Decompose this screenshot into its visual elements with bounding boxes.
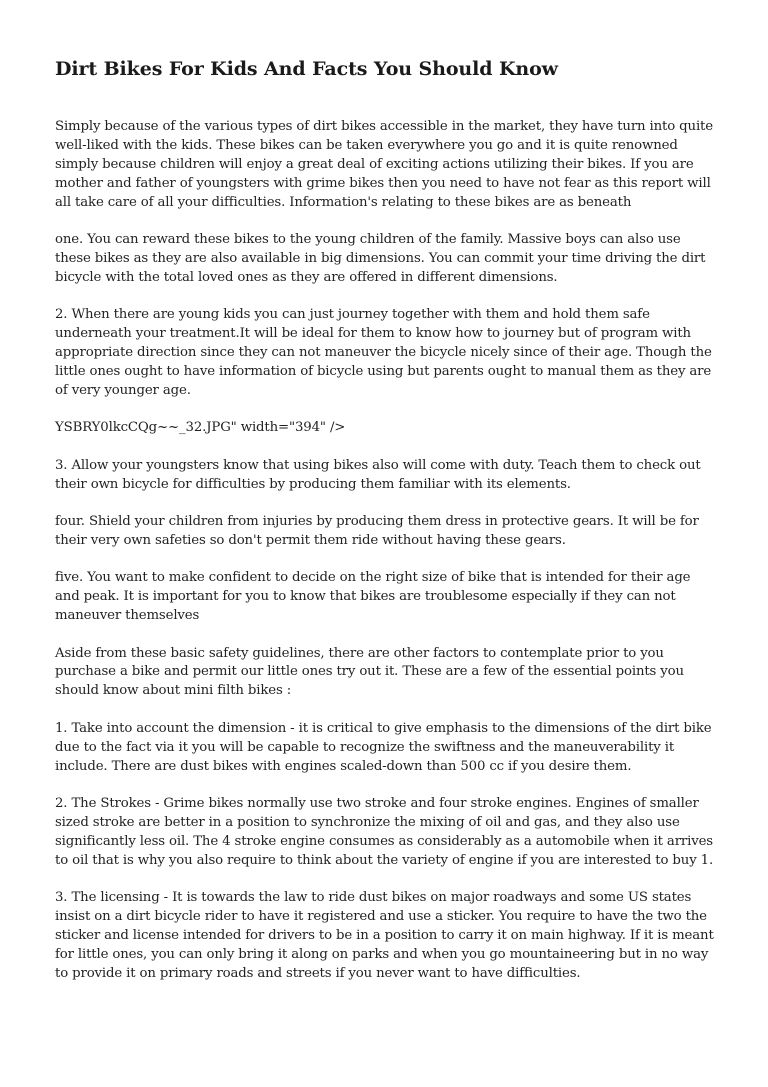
paragraph-strokes: 2. The Strokes - Grime bikes normally use two stroke and four stroke engines. Engines of smaller sized stroke are better in a position to synchronize the mixing of oil and gas, and they also use significantly less oil. The 4 stroke engine consumes as considerably as a automobile when it arrives to oil that is why you also require to think about the variety of engine if you are interested to buy 1. [55,795,714,868]
paragraph-licensing: 3. The licensing - It is towards the law to ride dust bikes on major roadways and some US states insist on a dirt bicycle rider to have it registered and use a sticker. You require to have the two the sticker and license intended for drivers to be in a position to carry it on main highway. If it is meant for little ones, you can only bring it along on parks and when you go mountaineering but in no way to provide it on primary roads and streets if you never want to have difficulties. [55,890,714,981]
paragraph-two: 2. When there are young kids you can just journey together with them and hold them safe underneath your treatment.It will be ideal for them to know how to journey but of program with appropriate direction since they can not maneuver the bicycle nicely since of their age. Though the little ones ought to have information of bicycle using but parents ought to manual them as they are of very younger age. [55,307,712,398]
document-title: Dirt Bikes For Kids And Facts You Should Know [55,58,558,80]
paragraph-safety-guidelines: Aside from these basic safety guidelines, there are other factors to contemplate prior to you purchase a bike and permit our little ones try out it. These are a few of the essential points you should know about mini filth bikes : [55,645,684,699]
paragraph-broken-image-markup: YSBRY0lkcCQg~~_32.JPG" width="394" /> [55,420,346,436]
paragraph-four: four. Shield your children from injuries by producing them dress in protective gears. It will be for their very own safeties so don't permit them ride without having these gears. [55,514,699,548]
paragraph-dimension: 1. Take into account the dimension - it is critical to give emphasis to the dimensions of the dirt bike due to the fact via it you will be capable to recognize the swiftness and the maneuverability it include. There are dust bikes with engines scaled-down than 500 cc if you desire them. [55,720,712,774]
paragraph-five: five. You want to make confident to decide on the right size of bike that is intended for their age and peak. It is important for you to know that bikes are troublesome especially if they can not maneuver themselves [55,570,691,624]
paragraph-intro: Simply because of the various types of dirt bikes accessible in the market, they have turn into quite well-liked with the kids. These bikes can be taken everywhere you go and it is quite renowned simply because children will enjoy a great deal of exciting actions utilizing their bikes. If you are mother and father of youngsters with grime bikes then you need to have not fear as this report will all take care of all your difficulties. Information's relating to these bikes are as beneath [55,119,713,210]
document-page [55,56,715,1002]
paragraph-one: one. You can reward these bikes to the young children of the family. Massive boys can also use these bikes as they are also available in big dimensions. You can commit your time driving the dirt bicycle with the total loved ones as they are offered in different dimensions. [55,232,706,285]
paragraph-three: 3. Allow your youngsters know that using bikes also will come with duty. Teach them to check out their own bicycle for difficulties by producing them familiar with its elements. [55,457,701,492]
